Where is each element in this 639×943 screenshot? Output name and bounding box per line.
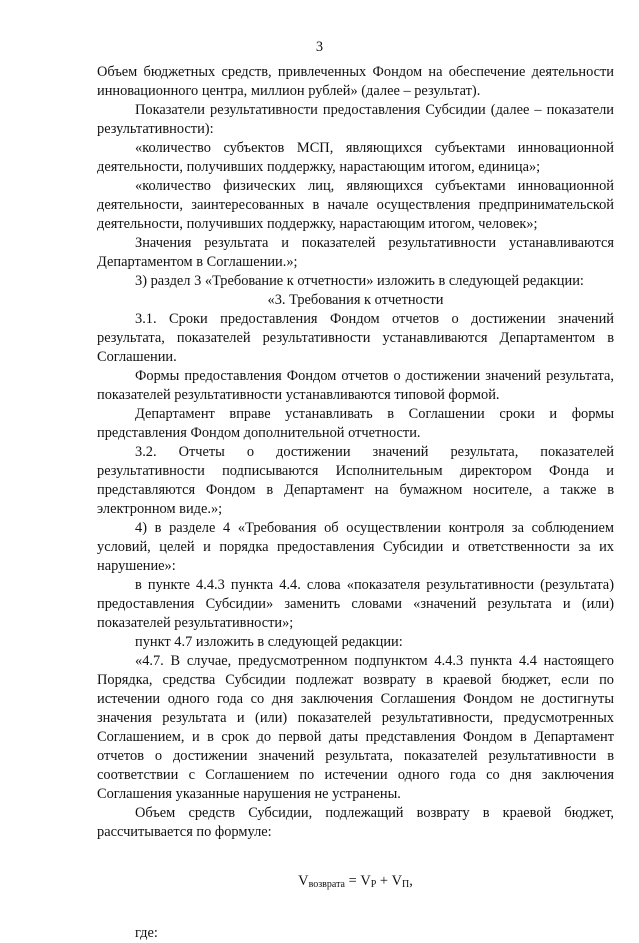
where-label: где:	[135, 925, 158, 941]
paragraph: Объем бюджетных средств, привлеченных Фондом на обеспечение деятельности инновационного центра, миллион рублей» (далее – результат).	[97, 64, 614, 99]
paragraph: 3.2. Отчеты о достижении значений результата, показателей результативности подписываются Исполнительным директором Фонда и представляются Фондом в Департамент на бумажном носителе, а также в электронном виде.»;	[97, 444, 614, 517]
formula-sub-return: возврата	[308, 879, 345, 890]
paragraph: Формы предоставления Фондом отчетов о достижении значений результата, показателей результативности устанавливаются типовой формой.	[97, 368, 614, 403]
document-body	[97, 63, 614, 943]
formula-v-p: V	[391, 873, 402, 889]
section-heading: «3. Требования к отчетности	[267, 292, 444, 308]
paragraph: 3) раздел 3 «Требование к отчетности» изложить в следующей редакции:	[135, 273, 584, 289]
formula-plus: +	[376, 873, 392, 889]
paragraph: Объем средств Субсидии, подлежащий возврату в краевой бюджет, рассчитывается по формуле:	[97, 805, 614, 840]
paragraph: «количество субъектов МСП, являющихся субъектами инновационной деятельности, получивших поддержку, нарастающим итогом, единица»;	[97, 140, 614, 175]
paragraph: Показатели результативности предоставления Субсидии (далее – показатели результативности):	[97, 102, 614, 137]
paragraph: «4.7. В случае, предусмотренном подпунктом 4.4.3 пункта 4.4 настоящего Порядка, средства Субсидии подлежат возврату в краевой бюджет, если по истечении одного года со дня заключения Соглашения Фондом не достигнуты значения результата и (или) показателей результативности, предусмотренных Соглашением, и в срок до первой даты представления Фондом в Департамент отчетов о достижении значений результата, показателей результативности в соответствии с Соглашением по истечении одного года со дня заключения Соглашения указанные нарушения не устранены.	[97, 653, 614, 802]
paragraph: Значения результата и показателей результативности устанавливаются Департаментом в Соглашении.»;	[97, 235, 614, 270]
formula-v-return: V	[298, 873, 309, 889]
formula-comma: ,	[409, 873, 413, 889]
paragraph: Департамент вправе устанавливать в Соглашении сроки и формы представления Фондом дополнительной отчетности.	[97, 406, 614, 441]
paragraph: пункт 4.7 изложить в следующей редакции:	[135, 634, 403, 650]
paragraph: в пункте 4.4.3 пункта 4.4. слова «показателя результативности (результата) предоставления Субсидии» заменить словами «значений результата и (или) показателей результативности»;	[97, 577, 614, 631]
paragraph: «количество физических лиц, являющихся субъектами инновационной деятельности, заинтересованных в начале осуществления предпринимательской деятельности, получивших поддержку, нарастающим итогом, человек»;	[97, 178, 614, 232]
formula-sub-p: П	[402, 879, 410, 890]
page-number: 3	[315, 39, 324, 55]
formula-sub-r: Р	[370, 879, 377, 890]
formula-equals: =	[345, 873, 361, 889]
formula	[97, 872, 614, 894]
formula-v-r: V	[360, 873, 371, 889]
paragraph: 4) в разделе 4 «Требования об осуществлении контроля за соблюдением условий, целей и порядка предоставления Субсидии и ответственности за их нарушение»:	[97, 520, 614, 574]
paragraph: 3.1. Сроки предоставления Фондом отчетов о достижении значений результата, показателей результативности устанавливаются Департаментом в Соглашении.	[97, 311, 614, 365]
